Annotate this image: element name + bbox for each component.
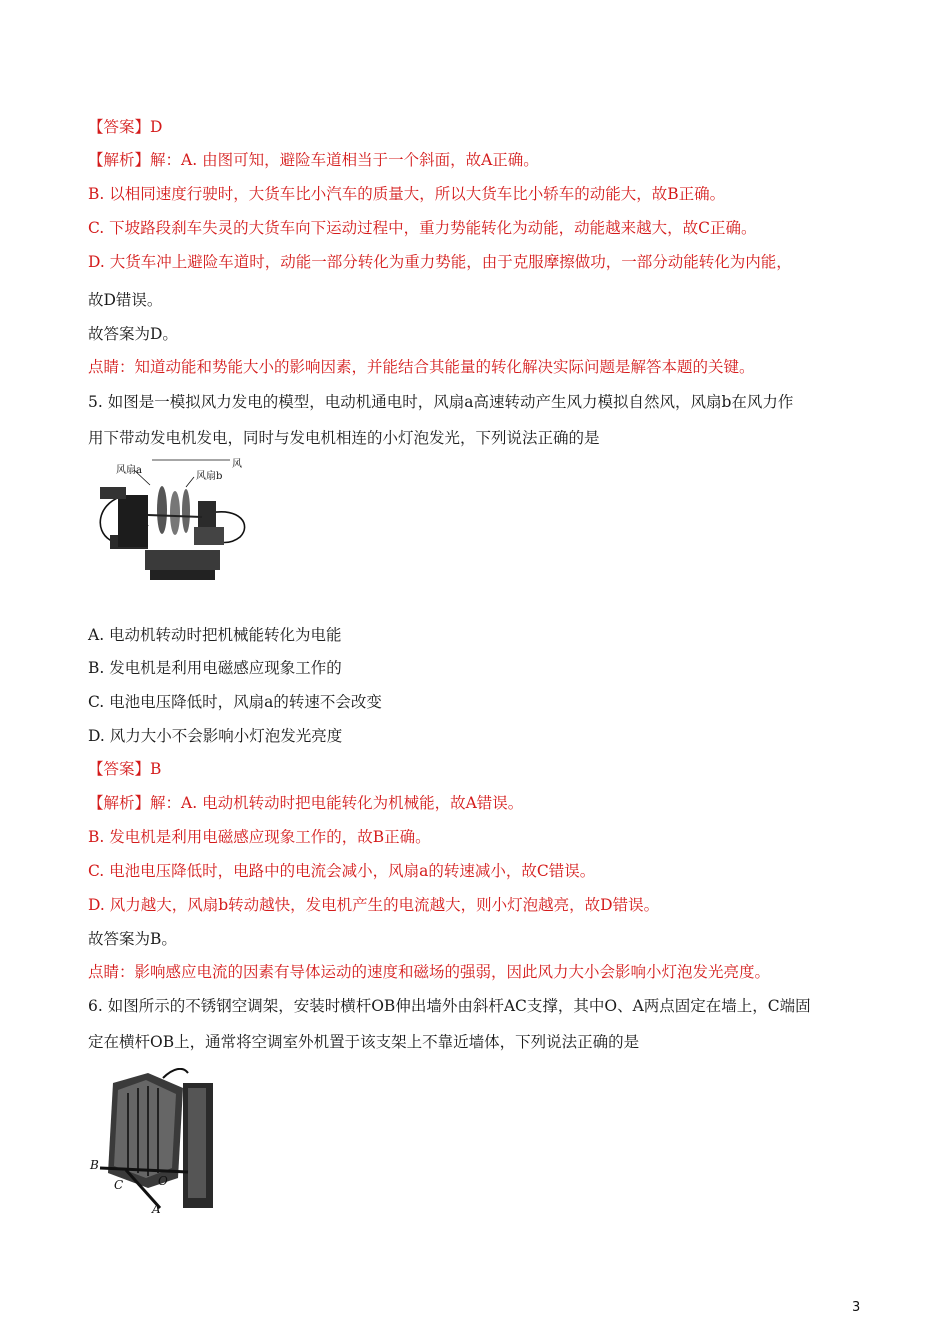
q5-stem-1: 5. 如图是一模拟风力发电的模型，电动机通电时，风扇a高速转动产生风力模拟自然风，风扇b在风力作	[88, 393, 794, 411]
q5-option-b: B. 发电机是利用电磁感应现象工作的	[88, 659, 342, 677]
q5-stem-2: 用下带动发电机发电，同时与发电机相连的小灯泡发光，下列说法正确的是	[88, 429, 600, 447]
q6-stem-1: 6. 如图所示的不锈钢空调架，安装时横杆OB伸出墙外由斜杆AC支撑，其中O、A两点固定在墙上，C端固	[88, 997, 811, 1015]
q5-conclusion: 故答案为B。	[88, 930, 177, 948]
page-number: 3	[852, 1300, 861, 1315]
analysis-first: 解：A. 由图可知，避险车道相当于一个斜面，故A正确。	[150, 151, 539, 169]
q5-comment: 点睛：影响感应电流的因素有导体运动的速度和磁场的强弱，因此风力大小会影响小灯泡发光亮度。	[88, 963, 771, 981]
label-o: O	[158, 1174, 168, 1188]
q4-comment: 点睛：知道动能和势能大小的影响因素，并能结合其能量的转化解决实际问题是解答本题的关键。	[88, 358, 755, 376]
q5-option-d: D. 风力大小不会影响小灯泡发光亮度	[88, 727, 343, 745]
analysis-first: 解：A. 电动机转动时把电能转化为机械能，故A错误。	[150, 794, 524, 812]
answer-value: B	[150, 760, 162, 778]
analysis-tag: 【解析】	[88, 151, 151, 169]
q4-analysis-b: B. 以相同速度行驶时，大货车比小汽车的质量大，所以大货车比小轿车的动能大，故B正确。	[88, 185, 726, 203]
label-a: A	[152, 1202, 161, 1216]
analysis-tag: 【解析】	[88, 794, 151, 812]
label-b: B	[90, 1158, 99, 1172]
q5-option-c: C. 电池电压降低时，风扇a的转速不会改变	[88, 693, 382, 711]
answer-tag: 【答案】	[88, 760, 151, 778]
fan-a-label: 风扇a	[116, 465, 142, 476]
q4-analysis-c: C. 下坡路段刹车失灵的大货车向下运动过程中，重力势能转化为动能，动能越来越大，故C正确。	[88, 219, 757, 237]
q5-answer	[88, 758, 161, 780]
q4-analysis-cont: 故D错误。	[88, 291, 163, 309]
ac-bracket-figure	[88, 1068, 238, 1218]
wind-generator-figure	[90, 455, 255, 590]
label-c: C	[114, 1178, 124, 1192]
fan-b-label: 风扇b	[196, 471, 223, 482]
q5-analysis-d: D. 风力越大，风扇b转动越快，发电机产生的电流越大，则小灯泡越亮，故D错误。	[88, 896, 660, 914]
q4-conclusion: 故答案为D。	[88, 325, 178, 343]
wind-label: 风	[232, 459, 242, 470]
answer-tag: 【答案】	[88, 118, 151, 136]
q4-analysis	[88, 149, 539, 171]
q5-analysis-b: B. 发电机是利用电磁感应现象工作的，故B正确。	[88, 828, 431, 846]
q4-analysis-d: D. 大货车冲上避险车道时，动能一部分转化为重力势能，由于克服摩擦做功，一部分动能转化为内能，	[88, 253, 792, 271]
q5-option-a: A. 电动机转动时把机械能转化为电能	[88, 626, 342, 644]
q6-stem-2: 定在横杆OB上，通常将空调室外机置于该支架上不靠近墙体，下列说法正确的是	[88, 1033, 640, 1051]
q5-analysis	[88, 792, 523, 814]
q5-analysis-c: C. 电池电压降低时，电路中的电流会减小，风扇a的转速减小，故C错误。	[88, 862, 596, 880]
q4-answer	[88, 116, 162, 138]
answer-value: D	[150, 118, 163, 136]
